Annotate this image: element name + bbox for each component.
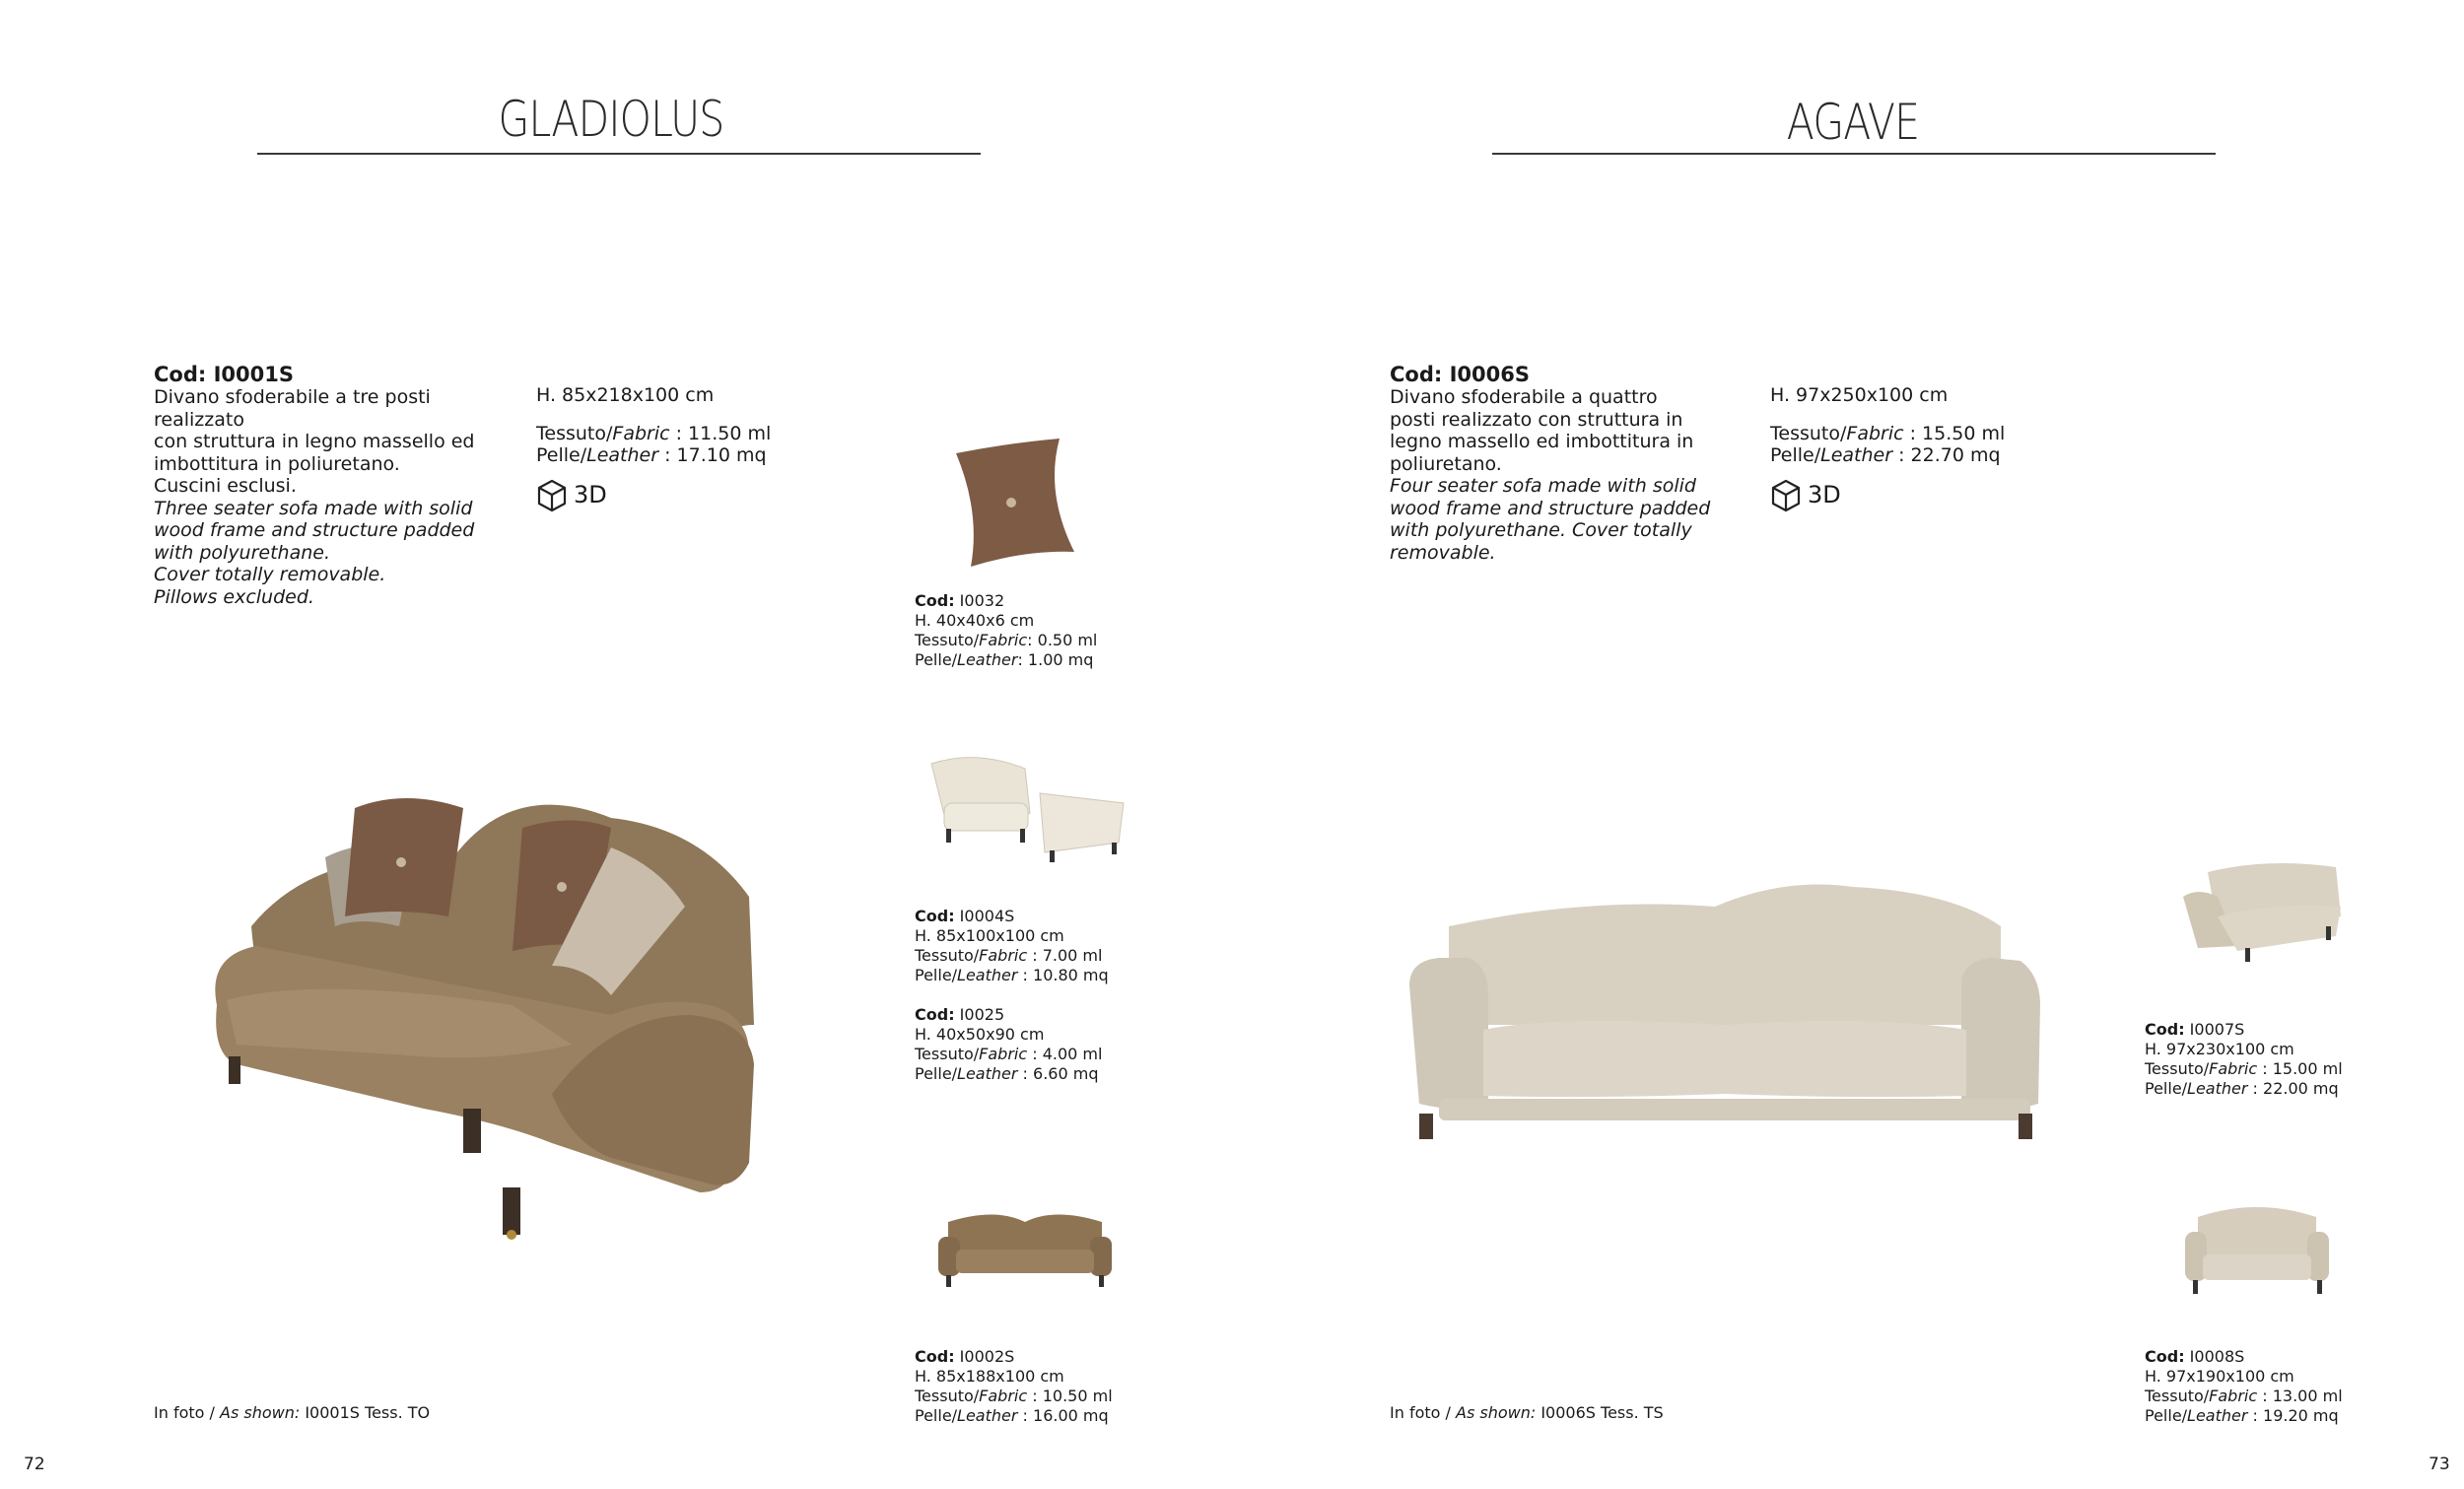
product-description-agave — [1390, 363, 1745, 564]
variant-dims: H. 40x50x90 cm — [915, 1025, 1045, 1044]
variant-specs — [915, 591, 1210, 670]
desc-line: con struttura in legno massello ed — [154, 431, 475, 452]
photo-caption-gladiolus: In foto / As shown: I0001S Tess. TO — [154, 1403, 431, 1422]
variant-specs — [915, 1005, 1210, 1084]
desc-line: Pillows excluded. — [154, 585, 314, 608]
page-number: 73 — [2429, 1455, 2450, 1474]
variant-dims: H. 85x100x100 cm — [915, 926, 1064, 945]
product-code: Cod: I0006S — [1390, 363, 1530, 386]
variant-dims: H. 40x40x6 cm — [915, 611, 1035, 630]
fabric-spec: Tessuto/Fabric : 11.50 ml — [536, 422, 772, 444]
page-title-gladiolus: GLADIOLUS — [498, 91, 724, 148]
variant-code: Cod: I0025 — [915, 1005, 1005, 1024]
desc-line: Cuscini esclusi. — [154, 475, 297, 497]
fabric-spec: Tessuto/Fabric : 15.50 ml — [1770, 422, 2006, 444]
product-specs-agave — [1770, 384, 2026, 512]
variant-dims: H. 97x190x100 cm — [2145, 1367, 2294, 1386]
variant-fabric: Tessuto/Fabric : 13.00 ml — [2145, 1387, 2343, 1405]
variant-code: Cod: I0007S — [2145, 1020, 2245, 1039]
leather-spec: Pelle/Leather : 17.10 mq — [536, 444, 767, 466]
desc-line: Divano sfoderabile a quattro — [1390, 386, 1658, 408]
variant-fabric: Tessuto/Fabric : 10.50 ml — [915, 1387, 1113, 1405]
variant-image-pillow — [946, 434, 1084, 572]
variant-image-sofa-small — [936, 1202, 1114, 1291]
variant-leather: Pelle/Leather : 19.20 mq — [2145, 1406, 2339, 1425]
description-en — [1390, 475, 1745, 564]
main-product-image-gladiolus — [197, 769, 818, 1242]
variant-leather: Pelle/Leather : 22.00 mq — [2145, 1079, 2339, 1098]
variant-code: Cod: I0032 — [915, 591, 1005, 610]
3d-label: 3D — [574, 481, 607, 509]
variant-code: Cod: I0002S — [915, 1347, 1015, 1366]
variant-fabric: Tessuto/Fabric : 7.00 ml — [915, 946, 1103, 965]
variant-image-sofa-medium — [2178, 857, 2346, 966]
description-en — [154, 498, 509, 609]
variant-image-sofa-loveseat — [2183, 1197, 2331, 1301]
desc-line: wood frame and structure padded — [1390, 497, 1711, 519]
cube-3d-icon — [1770, 479, 1802, 512]
desc-line: wood frame and structure padded — [154, 519, 475, 541]
desc-line: Four seater sofa made with solid — [1390, 475, 1696, 497]
variant-specs — [2145, 1347, 2440, 1426]
desc-line: removable. — [1390, 541, 1496, 564]
variant-leather: Pelle/Leather : 16.00 mq — [915, 1406, 1109, 1425]
variant-image-armchair — [926, 744, 1129, 867]
cube-3d-icon — [536, 479, 568, 512]
product-code: Cod: I0001S — [154, 363, 294, 386]
variant-leather: Pelle/Leather : 10.80 mq — [915, 966, 1109, 984]
variant-dims: H. 85x188x100 cm — [915, 1367, 1064, 1386]
variant-code: Cod: I0008S — [2145, 1347, 2245, 1366]
desc-line: with polyurethane. — [154, 541, 331, 564]
page-title-agave: AGAVE — [1786, 94, 1920, 151]
3d-label: 3D — [1808, 481, 1841, 509]
desc-line: with polyurethane. Cover totally — [1390, 519, 1692, 541]
title-rule — [1492, 153, 2216, 155]
desc-line: posti realizzato con struttura in — [1390, 408, 1683, 431]
dimensions: H. 97x250x100 cm — [1770, 384, 1949, 406]
desc-line: Three seater sofa made with solid — [154, 497, 473, 519]
title-rule — [257, 153, 981, 155]
main-product-image-agave — [1400, 867, 2050, 1163]
desc-line: legno massello ed imbottitura in — [1390, 431, 1694, 452]
dimensions: H. 85x218x100 cm — [536, 384, 715, 406]
variant-fabric: Tessuto/Fabric : 4.00 ml — [915, 1045, 1103, 1063]
description-it — [154, 386, 509, 498]
variant-specs — [2145, 1020, 2440, 1099]
variant-specs — [915, 907, 1210, 985]
desc-line: imbottitura in poliuretano. — [154, 452, 400, 475]
variant-fabric: Tessuto/Fabric : 15.00 ml — [2145, 1059, 2343, 1078]
3d-model-link[interactable] — [1770, 479, 2026, 512]
variant-fabric: Tessuto/Fabric: 0.50 ml — [915, 631, 1098, 649]
desc-line: poliuretano. — [1390, 452, 1502, 475]
variant-dims: H. 97x230x100 cm — [2145, 1040, 2294, 1058]
variant-specs — [915, 1347, 1210, 1426]
description-it — [1390, 386, 1745, 475]
desc-line: Cover totally removable. — [154, 564, 386, 585]
desc-line: Divano sfoderabile a tre posti realizzato — [154, 386, 431, 431]
3d-model-link[interactable] — [536, 479, 792, 512]
page-number: 72 — [24, 1455, 45, 1474]
product-description-gladiolus — [154, 363, 509, 608]
photo-caption-agave: In foto / As shown: I0006S Tess. TS — [1390, 1403, 1664, 1422]
variant-leather: Pelle/Leather: 1.00 mq — [915, 650, 1094, 669]
variant-leather: Pelle/Leather : 6.60 mq — [915, 1064, 1099, 1083]
leather-spec: Pelle/Leather : 22.70 mq — [1770, 444, 2001, 466]
variant-code: Cod: I0004S — [915, 907, 1015, 925]
product-specs-gladiolus — [536, 384, 792, 512]
